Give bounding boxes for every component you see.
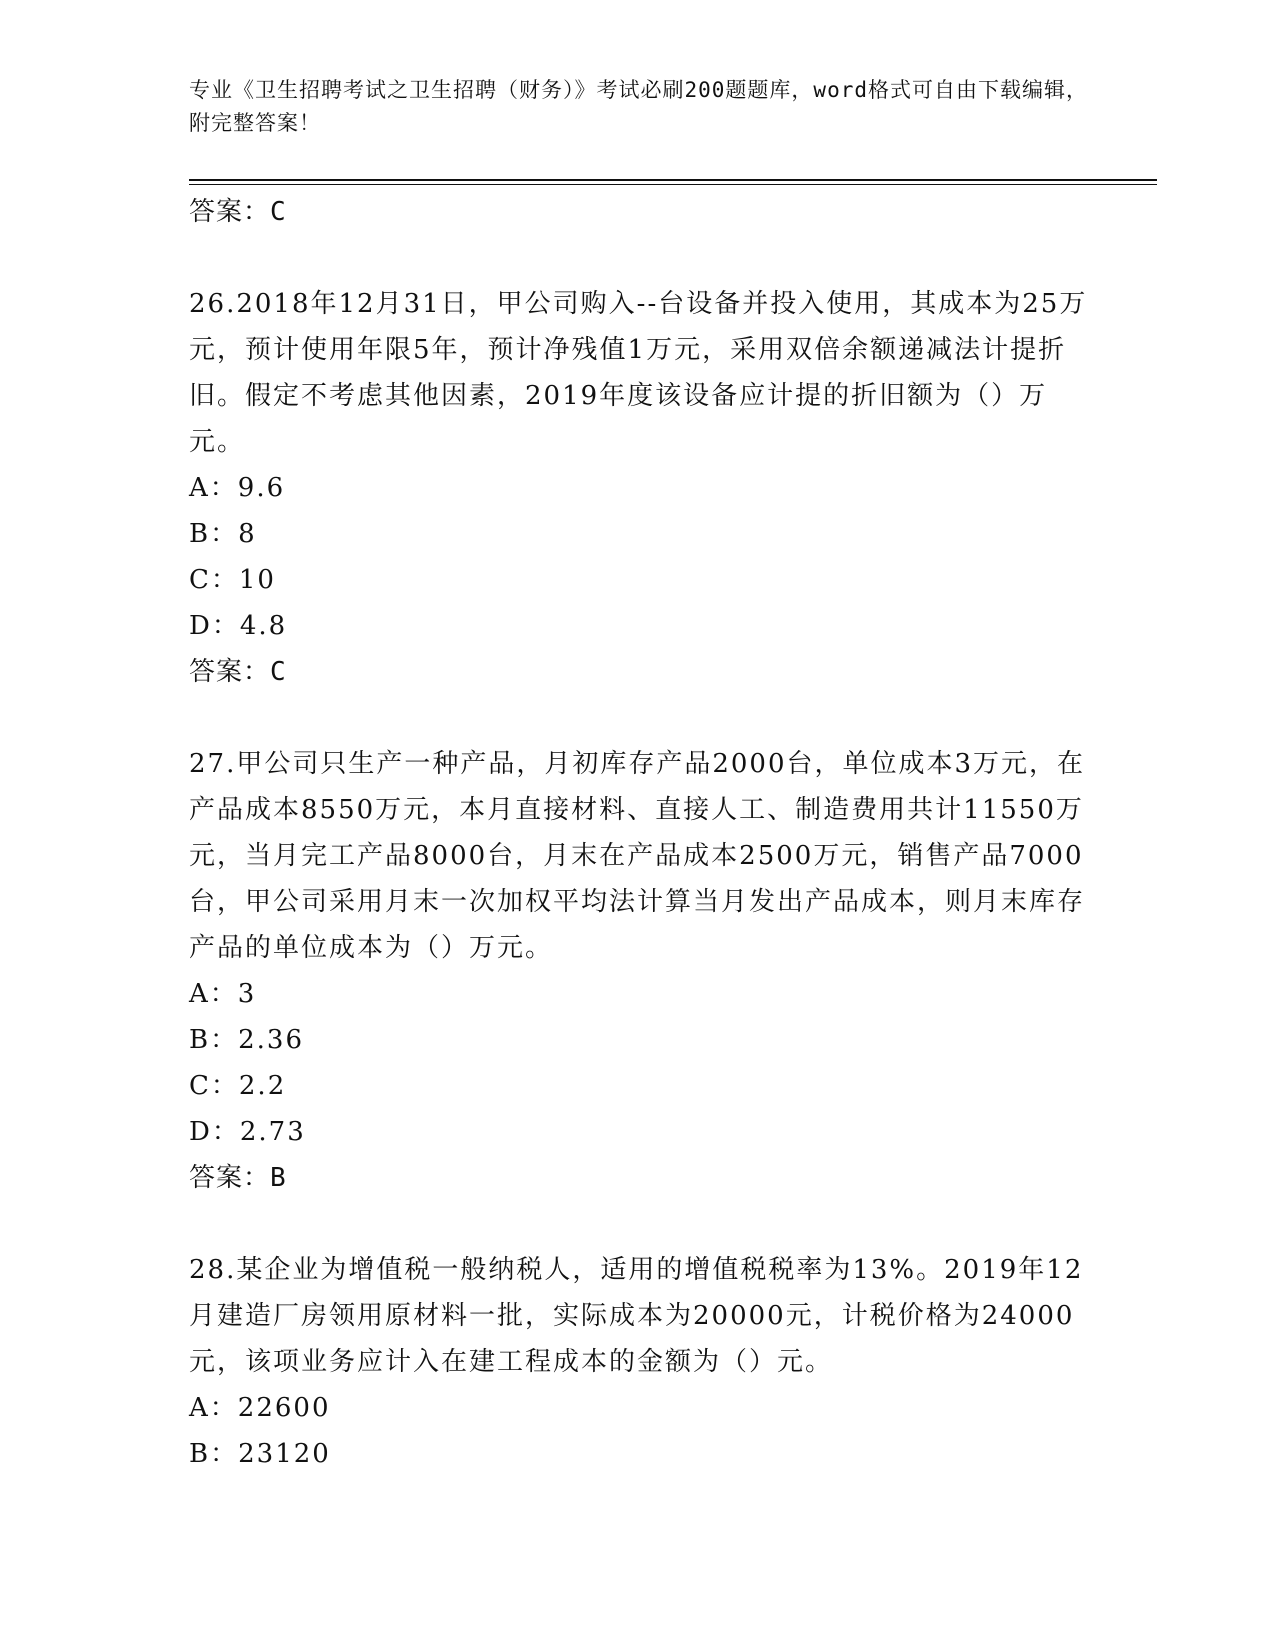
header-rule-thin	[189, 184, 1157, 185]
option-d: D：4.8	[189, 611, 288, 641]
question-stem: 26.2018年12月31日，甲公司购入--台设备并投入使用，其成本为25万元，预计使用年限5年，预计净残值1万元，采用双倍余额递减法计提折旧。假定不考虑其他因素，2019年度该设备应计提的折旧额为（）万元。	[189, 289, 1088, 457]
document-body	[189, 189, 1089, 1477]
answer: 答案：C	[189, 657, 287, 687]
previous-answer: 答案：C	[189, 197, 287, 227]
option-b: B：2.36	[189, 1025, 304, 1055]
option-a: A：3	[189, 979, 257, 1009]
option-d: D：2.73	[189, 1117, 306, 1147]
option-c: C：2.2	[189, 1071, 287, 1101]
question-stem: 27.甲公司只生产一种产品，月初库存产品2000台，单位成本3万元，在产品成本8550万元，本月直接材料、直接人工、制造费用共计11550万元，当月完工产品8000台，月末在产品成本2500万元，销售产品7000台，甲公司采用月末一次加权平均法计算当月发出产品成本，则月末库存产品的单位成本为（）万元。	[189, 749, 1086, 963]
page-header: 专业《卫生招聘考试之卫生招聘（财务）》考试必刷200题题库，word格式可自由下载编辑，附完整答案！	[189, 78, 1088, 135]
question-26	[189, 281, 1089, 695]
header-rule	[189, 179, 1157, 181]
option-a: A：9.6	[189, 473, 286, 503]
option-a: A：22600	[189, 1393, 331, 1423]
option-b: B：23120	[189, 1439, 331, 1469]
question-28	[189, 1247, 1089, 1477]
option-b: B：8	[189, 519, 257, 549]
question-27	[189, 741, 1089, 1201]
answer: 答案：B	[189, 1163, 287, 1193]
question-stem: 28.某企业为增值税一般纳税人，适用的增值税税率为13%。2019年12月建造厂房领用原材料一批，实际成本为20000元，计税价格为24000元，该项业务应计入在建工程成本的金额为（）元。	[189, 1255, 1084, 1377]
option-c: C：10	[189, 565, 276, 595]
